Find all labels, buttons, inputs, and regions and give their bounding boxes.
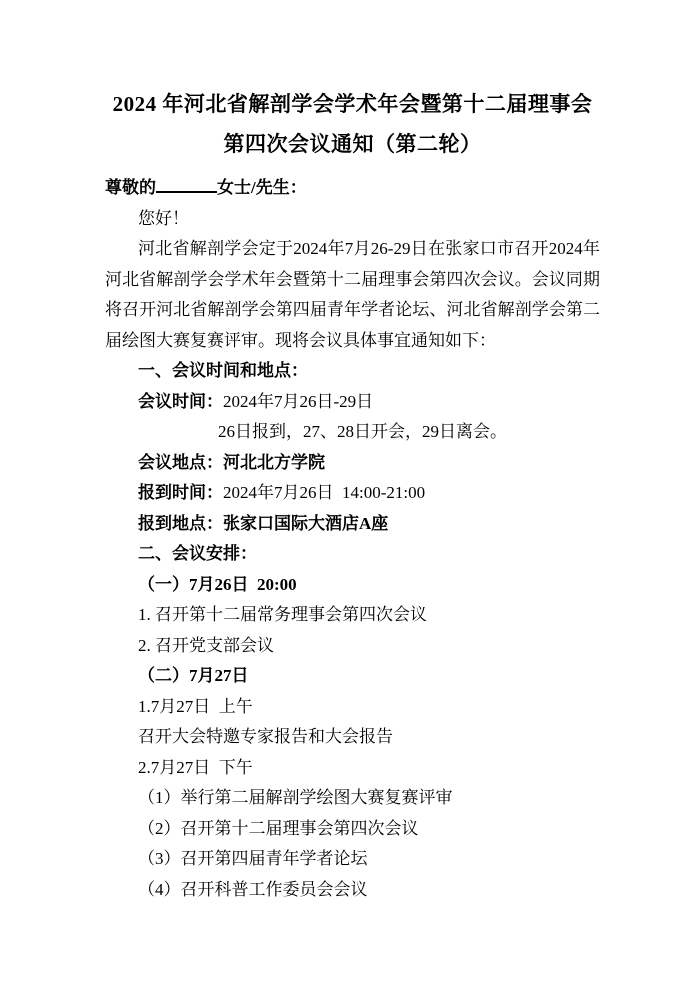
intro-paragraph: 河北省解剖学会定于2024年7月26-29日在张家口市召开2024年河北省解剖学会学术年会暨第十二届理事会第四次会议。会议同期将召开河北省解剖学会第四届青年学者论坛、河北省解剖学会第二届绘图大赛复赛评审。现将会议具体事宜通知如下： — [105, 239, 600, 350]
salutation-line — [105, 173, 600, 204]
checkin-time-row — [105, 478, 600, 509]
salutation-suffix: 女士/先生： — [217, 178, 307, 197]
salutation-prefix: 尊敬的 — [105, 178, 156, 197]
day1-heading: （一）7月26日 20:00 — [138, 574, 297, 594]
meeting-time-detail: 26日报到，27、28日开会，29日离会。 — [218, 422, 507, 441]
day2-afternoon-heading: 2.7月27日 下午 — [138, 757, 253, 777]
checkin-place-row — [105, 509, 600, 540]
meeting-place-row — [105, 448, 600, 479]
document-body — [105, 173, 600, 905]
day2-morning-heading: 1.7月27日 上午 — [138, 696, 253, 716]
meeting-time-label: 会议时间： — [138, 391, 223, 411]
checkin-time-label: 报到时间： — [138, 483, 223, 502]
document-title — [105, 0, 600, 164]
meeting-time-value: 2024年7月26日-29日 — [223, 391, 374, 411]
document-title-line2: 第四次会议通知（第二轮） — [223, 132, 482, 156]
document-title-line1: 2024 年河北省解剖学会学术年会暨第十二届理事会 — [112, 92, 593, 116]
section-one-heading: 一、会议时间和地点： — [138, 361, 308, 380]
day2-afternoon-item: （3）召开第四届青年学者论坛 — [138, 849, 368, 868]
meeting-place-label: 会议地点： — [138, 452, 223, 472]
meeting-place-value: 河北北方学院 — [223, 452, 325, 472]
day2-heading: （二）7月27日 — [138, 666, 249, 685]
day2-afternoon-item: （2）召开第十二届理事会第四次会议 — [138, 818, 419, 838]
salutation-blank-line — [156, 189, 217, 193]
meeting-time-row — [105, 387, 600, 418]
greeting-line: 您好！ — [138, 208, 189, 228]
section-two-heading: 二、会议安排： — [138, 544, 257, 563]
day1-item: 1. 召开第十二届常务理事会第四次会议 — [138, 605, 427, 624]
checkin-place-label: 报到地点： — [138, 513, 223, 533]
day2-afternoon-item: （4）召开科普工作委员会会议 — [138, 879, 368, 899]
checkin-time-value: 2024年7月26日 14:00-21:00 — [223, 483, 426, 502]
day1-item: 2. 召开党支部会议 — [138, 635, 274, 655]
checkin-place-value: 张家口国际大酒店A座 — [223, 513, 389, 533]
day2-afternoon-item: （1）举行第二届解剖学绘图大赛复赛评审 — [138, 788, 453, 807]
day2-morning-item: 召开大会特邀专家报告和大会报告 — [138, 727, 393, 746]
